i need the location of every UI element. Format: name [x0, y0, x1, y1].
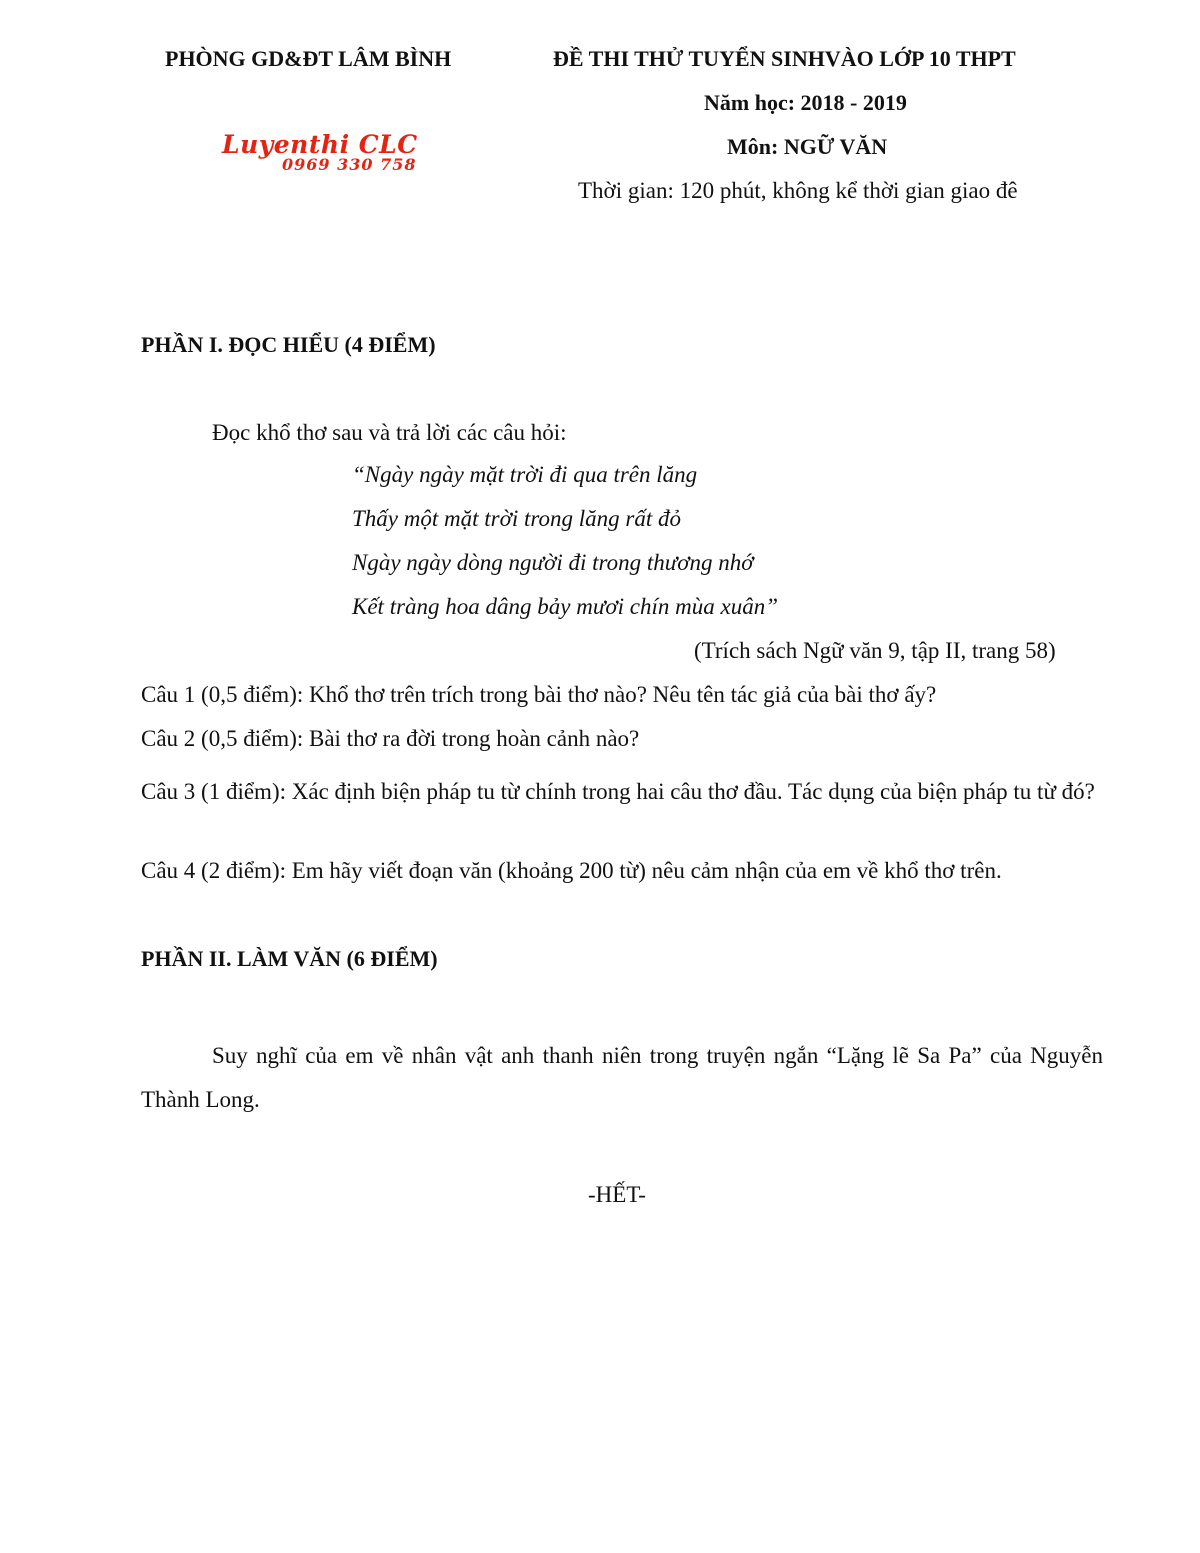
logo-name: Luyenthi CLC [222, 130, 418, 159]
question-2: Câu 2 (0,5 điểm): Bài thơ ra đời trong hoàn cảnh nào? [141, 726, 640, 751]
duration: Thời gian: 120 phút, không kể thời gian giao đê [578, 178, 1018, 203]
department-name: PHÒNG GD&ĐT LÂM BÌNH [165, 46, 452, 71]
part1-intro: Đọc khổ thơ sau và trả lời các câu hỏi: [212, 420, 567, 445]
part1-heading: PHẦN I. ĐỌC HIỂU (4 ĐIỂM) [141, 332, 436, 357]
school-year: Năm học: 2018 - 2019 [704, 90, 907, 115]
part2-heading: PHẦN II. LÀM VĂN (6 ĐIỂM) [141, 946, 438, 971]
poem-line: Thấy một mặt trời trong lăng rất đỏ [352, 506, 681, 531]
exam-title: ĐỀ THI THỬ TUYỂN SINHVÀO LỚP 10 THPT [553, 46, 1016, 71]
end-mark: -HẾT- [588, 1182, 646, 1207]
part2-prompt: Suy nghĩ của em về nhân vật anh thanh niên trong truyện ngắn “Lặng lẽ Sa Pa” của Nguyễn Thành Long. [141, 1043, 1103, 1112]
question-4: Câu 4 (2 điểm): Em hãy viết đoạn văn (khoảng 200 từ) nêu cảm nhận của em về khổ thơ trên. [141, 858, 1002, 883]
poem-line: Ngày ngày dòng người đi trong thương nhớ [352, 550, 754, 575]
poem-line: “Ngày ngày mặt trời đi qua trên lăng [352, 462, 698, 487]
logo [222, 130, 418, 174]
question-3: Câu 3 (1 điểm): Xác định biện pháp tu từ chính trong hai câu thơ đầu. Tác dụng của biện pháp tu từ đó? [141, 779, 1095, 804]
question-1: Câu 1 (0,5 điểm): Khổ thơ trên trích trong bài thơ nào? Nêu tên tác giả của bài thơ ấy? [141, 682, 937, 707]
poem-source: (Trích sách Ngữ văn 9, tập II, trang 58) [694, 638, 1056, 663]
poem-line: Kết tràng hoa dâng bảy mươi chín mùa xuân” [352, 594, 779, 619]
logo-phone: 0969 330 758 [282, 155, 417, 174]
subject: Môn: NGỮ VĂN [727, 134, 888, 159]
